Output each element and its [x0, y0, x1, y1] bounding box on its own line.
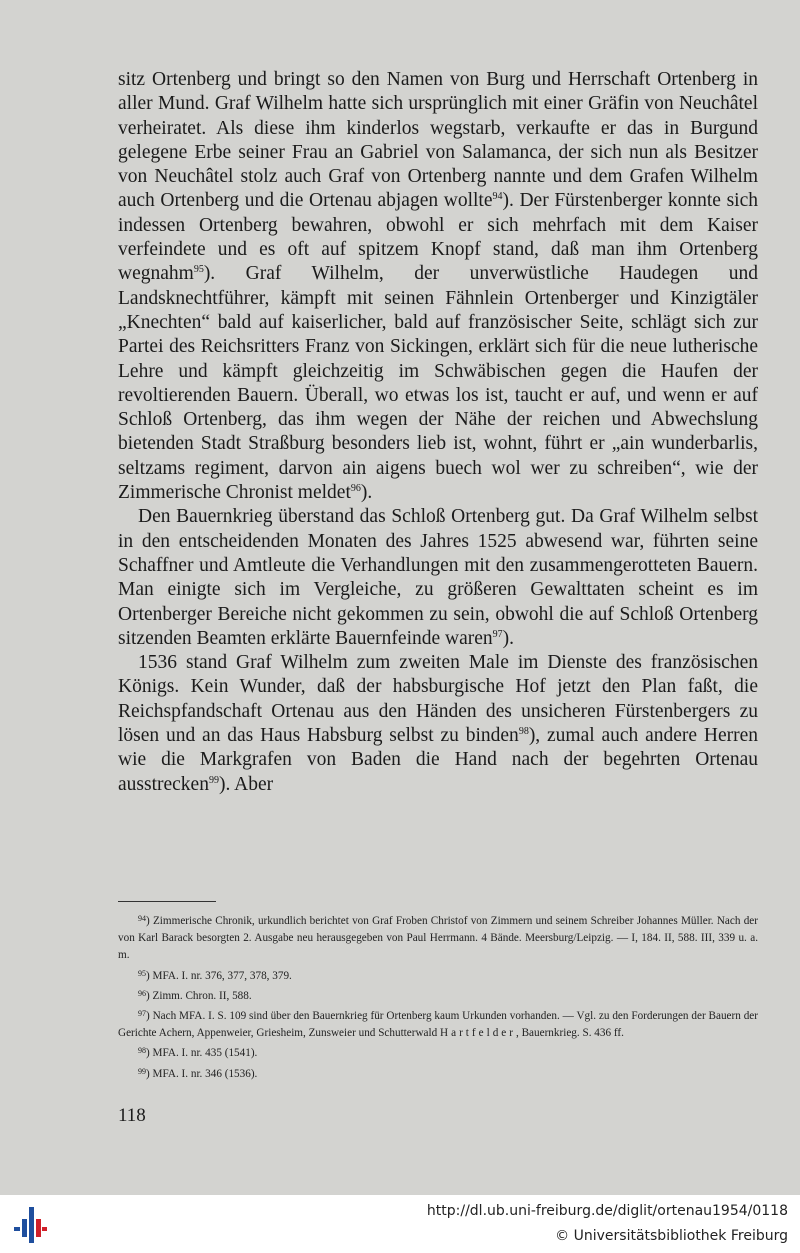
- footnote-text: ) Nach MFA. I. S. 109 sind über den Bauernkrieg für Ortenberg kaum Urkunden vorhanden. — Vgl. zu den Forderungen der Bauern der Gerichte Achern, Appenweier, Griesheim, Zunsweier und Schutterwald: [118, 1010, 758, 1040]
- paragraph: [118, 68, 758, 505]
- viewer-footer: [0, 1195, 800, 1253]
- footnote: [118, 1005, 758, 1042]
- footnote-number: 97: [138, 1009, 146, 1019]
- source-url-link[interactable]: http://dl.ub.uni-freiburg.de/diglit/ortenau1954/0118: [426, 1203, 788, 1219]
- footnote-number: 98: [138, 1046, 146, 1056]
- footnote-text: ) MFA. I. nr. 376, 377, 378, 379.: [146, 969, 292, 982]
- page-number: 118: [118, 1105, 146, 1126]
- footnote-reference: 98: [518, 726, 529, 738]
- footnote: [118, 985, 758, 1005]
- footnote-number: 99: [138, 1066, 146, 1076]
- footnote-text: ) Zimmerische Chronik, urkundlich berichtet von Graf Froben Christof von Zimmern und seinem Schreiber Johannes Müller. Nach der von Karl Barack besorgten 2. Ausgabe neu herausgegeben von Paul Herrmann. 4 Bände. Meersburg/Leipzig. — I, 184. II, 588. III, 339 u. a. m.: [118, 915, 758, 962]
- main-text: [118, 68, 758, 797]
- text-run: 1536 stand Graf Wilhelm zum zweiten Male im Dienste des französischen Königs. Kein Wunder, daß der habsburgische Hof jetzt den Plan faßt, die Reichspfandschaft Ortenau aus den Händen des unsicheren Fürstenbergers zu lösen und an das Haus Habsburg selbst zu binden: [118, 652, 758, 747]
- footnote: [118, 1042, 758, 1062]
- paragraph: [118, 505, 758, 651]
- footnote-rule: [118, 901, 216, 902]
- text-run: ).: [360, 482, 373, 504]
- copyright-notice: © Universitätsbibliothek Freiburg: [555, 1228, 788, 1244]
- footnote-reference: 97: [492, 628, 503, 640]
- footnote-text: ) MFA. I. nr. 346 (1536).: [146, 1067, 258, 1080]
- author-name: Hartfelder: [440, 1027, 516, 1040]
- footnote-number: 96: [138, 988, 146, 998]
- text-run: ). Graf Wilhelm, der unverwüstliche Haudegen und Landsknechtführer, kämpft mit seinen Fähnlein Ortenberger und Kinzigtäler „Knechten“ bald auf kaiserlicher, bald auf französischer Seite, schlägt sich zur Partei des Reichsritters Franz von Sickingen, erklärt sich für die neue lutherische Lehre und kämpft gleichzeitig im Schwäbischen gegen die Haufen der revoltierenden Bauern. Überall, wo etwas los ist, taucht er auf, und wenn er auf Schloß Ortenberg, das ihm wegen der Nähe der reichen und Abwechslung bietenden Stadt Straßburg besonders lieb ist, wohnt, führt er „ain wunderbarlis, seltzams regiment, darvon ain aigens buech wol wer zu schreiben“, wie der Zimmerische Chronist meldet: [118, 263, 758, 504]
- text-run: Den Bauernkrieg überstand das Schloß Ortenberg gut. Da Graf Wilhelm selbst in den entscheidenden Monaten des Jahres 1525 abwesend war, führten seine Schaffner und Amtleute die Verhandlungen mit den zusammengerotteten Bauern. Man einigte sich im Vergleiche, zu größeren Gewalttaten scheint es im Ortenberger Bereiche nicht gekommen zu sein, obwohl die auf Schloß Ortenberg sitzenden Beamten erklärte Bauernfeinde waren: [118, 506, 758, 649]
- footnote-number: 95: [138, 968, 146, 978]
- footnote-text: , Bauernkrieg. S. 436 ff.: [516, 1027, 624, 1040]
- footnote-reference: 99: [208, 774, 219, 786]
- text-run: ). Der Fürstenberger konnte sich indessen Ortenberg bewahren, obwohl er sich mehrfach mit dem Kaiser verfeindete und es oft auf spitzem Knopf stand, daß man ihm Ortenberg wegnahm: [118, 190, 758, 285]
- footnote: [118, 965, 758, 985]
- footnote-text: ) MFA. I. nr. 435 (1541).: [146, 1047, 258, 1060]
- paragraph: [118, 651, 758, 797]
- footnote-reference: 96: [350, 483, 361, 495]
- footnote-reference: 94: [492, 191, 503, 203]
- footnote: [118, 910, 758, 965]
- text-run: ), zumal auch andere Herren wie die Markgrafen von Baden die Hand nach der begehrten Ortenau ausstrecken: [118, 725, 759, 795]
- ub-freiburg-logo-icon: [12, 1205, 48, 1245]
- footnote-reference: 95: [193, 264, 204, 276]
- text-run: ). Aber: [218, 773, 274, 795]
- footnote: [118, 1063, 758, 1083]
- footnote-text: ) Zimm. Chron. II, 588.: [146, 989, 252, 1002]
- footnote-number: 94: [138, 914, 146, 923]
- text-run: sitz Ortenberg und bringt so den Namen von Burg und Herrschaft Ortenberg in aller Mund. Graf Wilhelm hatte sich ursprünglich mit einer Gräfin von Neuchâtel verheiratet. Als diese ihm kinderlos wegstarb, verkaufte er das in Burgund gelegene Erbe seiner Frau an Gabriel von Salamanca, der sich nun als Besitzer von Neuchâtel stolz auch Graf von Ortenberg nannte und dem Grafen Wilhelm auch Ortenberg und die Ortenau abjagen wollte: [118, 69, 758, 212]
- text-run: ).: [502, 627, 515, 649]
- footnotes: [118, 910, 758, 1083]
